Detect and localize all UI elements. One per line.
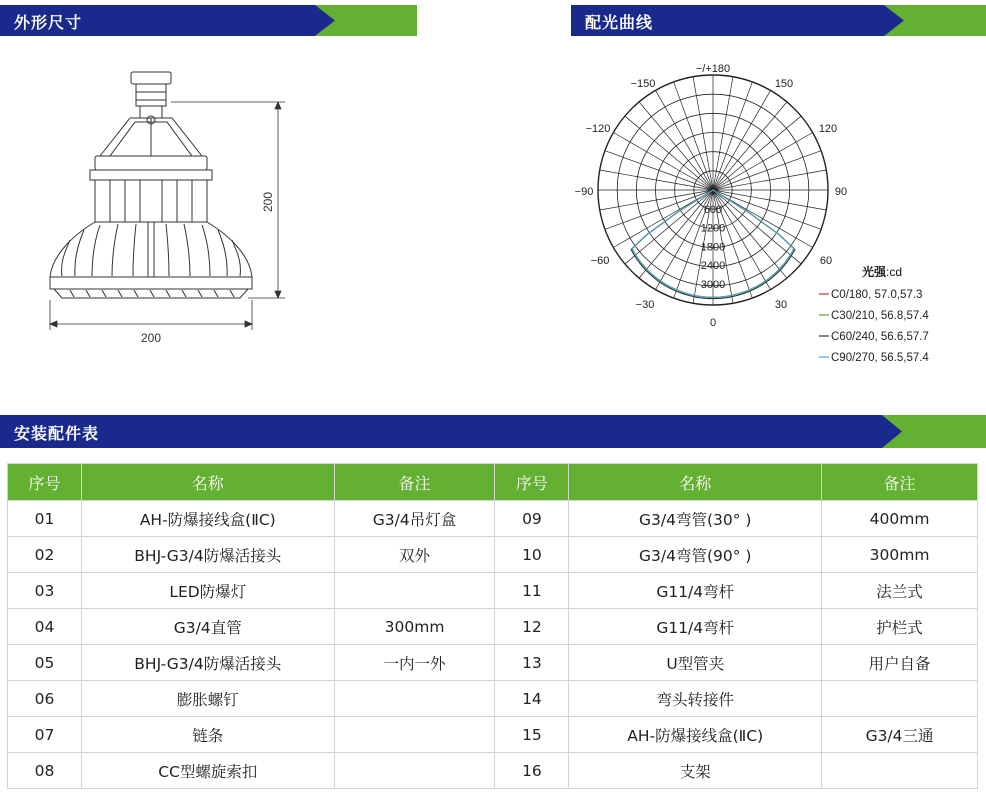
parts-section-header: [0, 415, 986, 448]
cell-index: 16: [495, 753, 569, 789]
cell-index: 15: [495, 717, 569, 753]
radial-label: 600: [703, 203, 723, 216]
cell-remark: [334, 681, 495, 717]
cell-name: LED防爆灯: [81, 573, 334, 609]
header-remark: 备注: [822, 464, 978, 501]
width-dimension-label: 200: [140, 331, 162, 345]
cell-name: AH-防爆接线盒(ⅡC): [569, 717, 822, 753]
cell-remark: G3/4吊灯盒: [334, 501, 495, 537]
cell-name: BHJ-G3/4防爆活接头: [81, 645, 334, 681]
cell-index: 04: [8, 609, 82, 645]
cell-remark: [334, 573, 495, 609]
table-row: [8, 537, 978, 573]
cell-remark: [334, 717, 495, 753]
legend-label: C90/270, 56.5,57.4: [831, 352, 929, 364]
cell-index: 07: [8, 717, 82, 753]
cell-remark: 护栏式: [822, 609, 978, 645]
cell-index: 02: [8, 537, 82, 573]
cell-name: 链条: [81, 717, 334, 753]
cell-name: G3/4弯管(90° ): [569, 537, 822, 573]
radial-label: 0: [709, 185, 717, 197]
angle-label-neg30: −30: [635, 299, 655, 311]
angle-label-neg150: −150: [630, 78, 656, 90]
angle-label-150: 150: [774, 78, 794, 90]
cell-remark: 400mm: [822, 501, 978, 537]
cell-name: 支架: [569, 753, 822, 789]
light-curve-section-header: [571, 5, 986, 36]
cell-remark: 一内一外: [334, 645, 495, 681]
header-remark: 备注: [334, 464, 495, 501]
radial-label: 2400: [700, 260, 726, 273]
header-name: 名称: [569, 464, 822, 501]
cell-remark: [334, 753, 495, 789]
cell-remark: G3/4三通: [822, 717, 978, 753]
table-row: [8, 573, 978, 609]
cell-name: G11/4弯杆: [569, 573, 822, 609]
cell-name: AH-防爆接线盒(ⅡC): [81, 501, 334, 537]
angle-label-60: 60: [819, 255, 833, 267]
cell-index: 01: [8, 501, 82, 537]
cell-remark: 双外: [334, 537, 495, 573]
legend-label: C0/180, 57.0,57.3: [831, 289, 923, 301]
radial-label: 1200: [700, 222, 726, 235]
angle-label-neg90: −90: [574, 186, 594, 198]
cell-name: BHJ-G3/4防爆活接头: [81, 537, 334, 573]
cell-index: 11: [495, 573, 569, 609]
cell-index: 10: [495, 537, 569, 573]
dimensions-title: 外形尺寸: [14, 13, 83, 32]
curve-legend: [819, 289, 929, 364]
cell-remark: 法兰式: [822, 573, 978, 609]
table-header-row: [8, 464, 978, 501]
cell-remark: [822, 681, 978, 717]
cell-index: 05: [8, 645, 82, 681]
parts-title: 安装配件表: [14, 424, 100, 443]
cell-name: U型管夹: [569, 645, 822, 681]
cell-index: 06: [8, 681, 82, 717]
parts-table: [7, 463, 978, 789]
table-row: [8, 681, 978, 717]
lamp-dimension-drawing: [40, 62, 310, 352]
cell-name: 弯头转接件: [569, 681, 822, 717]
angle-label-180: −/+180: [695, 63, 731, 75]
cell-index: 08: [8, 753, 82, 789]
table-row: [8, 645, 978, 681]
angle-label-neg60: −60: [590, 255, 610, 267]
cell-index: 03: [8, 573, 82, 609]
cell-name: 膨胀螺钉: [81, 681, 334, 717]
cell-name: G3/4弯管(30° ): [569, 501, 822, 537]
angle-label-30: 30: [774, 299, 788, 311]
angle-label-0: 0: [709, 317, 717, 329]
radial-label: 1800: [700, 241, 726, 254]
header-index: 序号: [8, 464, 82, 501]
cell-remark: 300mm: [822, 537, 978, 573]
light-distribution-polar-chart: [570, 50, 980, 380]
radial-label: 3000: [700, 278, 726, 291]
unit-label: 光强:cd: [862, 265, 903, 279]
cell-index: 12: [495, 609, 569, 645]
header-name: 名称: [81, 464, 334, 501]
cell-name: G3/4直管: [81, 609, 334, 645]
legend-label: C60/240, 56.6,57.7: [831, 331, 929, 343]
table-row: [8, 501, 978, 537]
cell-remark: 300mm: [334, 609, 495, 645]
height-dimension-label: 200: [261, 191, 275, 213]
cell-remark: 用户自备: [822, 645, 978, 681]
cell-remark: [822, 753, 978, 789]
cell-name: G11/4弯杆: [569, 609, 822, 645]
header-index: 序号: [495, 464, 569, 501]
angle-label-120: 120: [818, 123, 838, 135]
cell-name: CC型螺旋索扣: [81, 753, 334, 789]
table-row: [8, 717, 978, 753]
cell-index: 09: [495, 501, 569, 537]
angle-label-neg120: −120: [585, 123, 611, 135]
header-banner-shape: [0, 415, 986, 448]
light-curve-title: 配光曲线: [585, 13, 654, 32]
angle-label-90: 90: [834, 186, 848, 198]
cell-index: 13: [495, 645, 569, 681]
table-row: [8, 609, 978, 645]
cell-index: 14: [495, 681, 569, 717]
legend-label: C30/210, 56.8,57.4: [831, 310, 929, 322]
dimensions-section-header: [0, 5, 417, 36]
table-row: [8, 753, 978, 789]
